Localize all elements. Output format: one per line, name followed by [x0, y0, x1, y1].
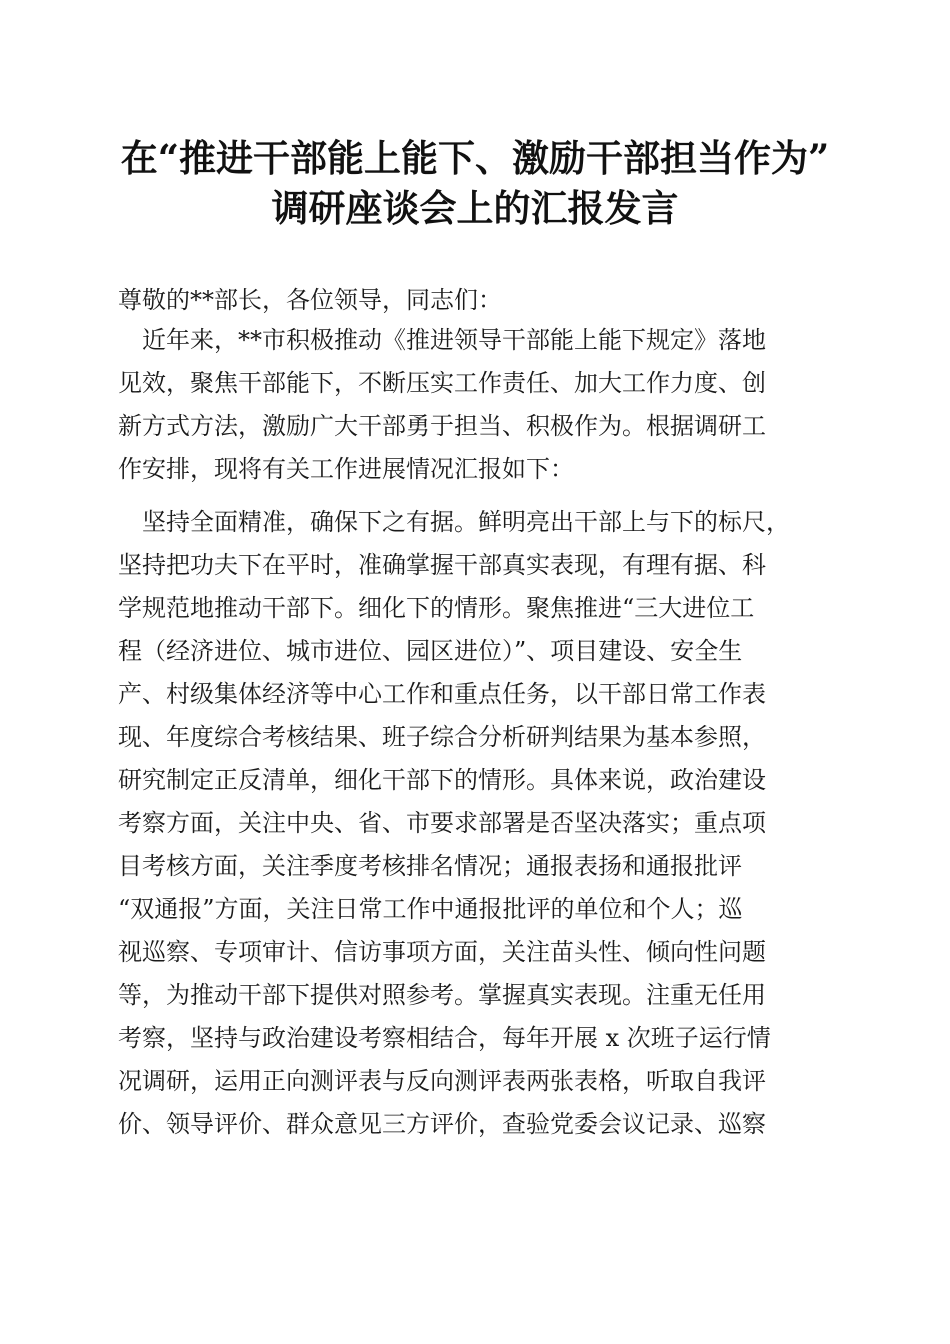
body-line: 现、年度综合考核结果、班子综合分析研判结果为基本参照， [118, 723, 766, 751]
body-line: 坚持把功夫下在平时，准确掌握干部真实表现，有理有据、科 [118, 551, 766, 579]
body-line: 见效，聚焦干部能下，不断压实工作责任、加大工作力度、创 [118, 369, 766, 397]
body-line: 考察方面，关注中央、省、市要求部署是否坚决落实；重点项 [118, 809, 766, 837]
body-line: 近年来，**市积极推动《推进领导干部能上能下规定》落地 [118, 326, 766, 354]
body-line: 况调研，运用正向测评表与反向测评表两张表格，听取自我评 [118, 1067, 766, 1095]
body-line: 作安排，现将有关工作进展情况汇报如下： [118, 455, 574, 483]
document-title-line-2: 调研座谈会上的汇报发言 [271, 186, 679, 230]
body-line: “双通报”方面，关注日常工作中通报批评的单位和个人；巡 [118, 895, 743, 923]
body-line: 目考核方面，关注季度考核排名情况；通报表扬和通报批评 [118, 852, 742, 880]
body-line: 学规范地推动干部下。细化下的情形。聚焦推进“三大进位工 [118, 594, 755, 622]
body-line: 产、村级集体经济等中心工作和重点任务，以干部日常工作表 [118, 680, 766, 708]
body-line: 程（经济进位、城市进位、园区进位）”、项目建设、安全生 [118, 637, 743, 665]
body-line: 价、领导评价、群众意见三方评价，查验党委会议记录、巡察 [118, 1110, 766, 1138]
body-line: 视巡察、专项审计、信访事项方面，关注苗头性、倾向性问题 [118, 938, 766, 966]
body-line: 研究制定正反清单，细化干部下的情形。具体来说，政治建设 [118, 766, 766, 794]
body-line: 等，为推动干部下提供对照参考。掌握真实表现。注重无任用 [118, 981, 766, 1009]
body-line: 新方式方法，激励广大干部勇于担当、积极作为。根据调研工 [118, 412, 766, 440]
document-title-line-1: 在“推进干部能上能下、激励干部担当作为” [120, 136, 830, 180]
body-line: 坚持全面精准，确保下之有据。鲜明亮出干部上与下的标尺， [118, 508, 790, 536]
salutation-line: 尊敬的**部长，各位领导，同志们： [118, 286, 502, 314]
body-line: 考察，坚持与政治建设考察相结合，每年开展 x 次班子运行情 [118, 1024, 771, 1052]
